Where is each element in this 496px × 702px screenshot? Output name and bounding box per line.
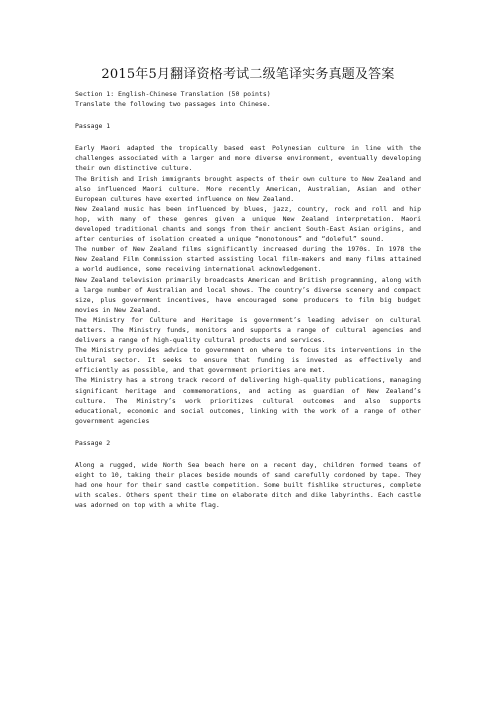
- paragraph: The Ministry has a strong track record of delivering high-quality publications, managing significant heritage and commemorations, and acting as guardian of New Zealand’s culture. The Ministry’s work prioritizes cultural outcomes and also supports educational, economic and social outcomes, linking with the work of a range of other government agencies: [75, 376, 421, 425]
- paragraph: The Ministry provides advice to government on where to focus its interventions in the cultural sector. It seeks to ensure that funding is invested as effectively and efficiently as possible, and that government priorities are met.: [75, 346, 421, 375]
- passage-1-heading: Passage 1: [75, 122, 111, 131]
- paragraph: Early Maori adapted the tropically based east Polynesian culture in line with the challenges associated with a larger and more diverse environment, eventually developing their own distinctive culture.: [75, 144, 421, 173]
- section-heading: Section 1: English-Chinese Translation (50 points): [75, 90, 271, 98]
- page-title: 2015年5月翻译资格考试二级笔译实务真题及答案: [101, 67, 395, 82]
- paragraph: The British and Irish immigrants brought aspects of their own culture to New Zealand and also influenced Maori culture. More recently American, Australian, Asian and other European cultures have exerted influence on New Zealand.: [75, 174, 421, 203]
- paragraph: The number of New Zealand films significantly increased during the 1970s. In 1978 the New Zealand Film Commission started assisting local film-makers and many films attained a world audience, some receiving international acknowledgement.: [75, 245, 421, 274]
- paragraph: New Zealand television primarily broadcasts American and British programming, along with a large number of Australian and local shows. The country’s diverse scenery and compact size, plus government incentives, have encouraged some producers to film big budget movies in New Zealand.: [75, 275, 421, 314]
- passage-2-heading: Passage 2: [75, 438, 111, 447]
- paragraph: The Ministry for Culture and Heritage is government’s leading adviser on cultural matters. The Ministry funds, monitors and supports a range of cultural agencies and delivers a range of high-quality cultural products and services.: [75, 315, 421, 345]
- paragraph: New Zealand music has been influenced by blues, jazz, country, rock and roll and hip hop, with many of these genres given a unique New Zealand interpretation. Maori developed traditional chants and songs from their ancient South-East Asian origins, and after centuries of isolation created a unique “monotonous” and “doleful” sound.: [75, 204, 421, 244]
- instruction-text: Translate the following two passages into Chinese.: [75, 100, 271, 109]
- paragraph: Along a rugged, wide North Sea beach here on a recent day, children formed teams of eight to 10, taking their places beside mounds of sand carefully cordoned by tape. They had one hour for their sand castle competition. Some built fishlike structures, complete with scales. Others spent their time on elaborate ditch and dike labyrinths. Each castle was adorned on top with a white flag.: [75, 461, 421, 510]
- document-body: [75, 89, 421, 510]
